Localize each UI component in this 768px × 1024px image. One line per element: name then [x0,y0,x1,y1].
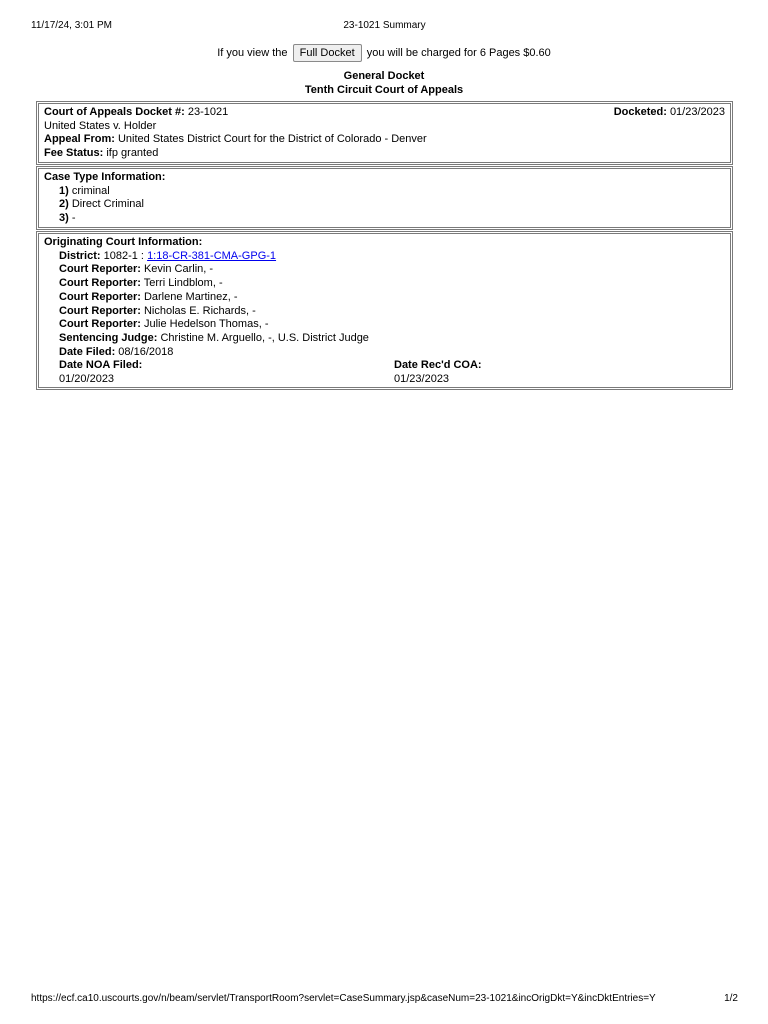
print-footer [31,993,738,1007]
page-title [0,69,768,97]
docketed-date: 01/23/2023 [669,106,725,118]
appeal-from-row [44,133,725,147]
docket-number-label: Court of Appeals Docket #: [44,106,185,118]
coa-received-date: 01/23/2023 [394,373,450,386]
court-reporter-name: Darlene Martinez, - [143,290,238,303]
originating-heading: Originating Court Information: [44,236,203,248]
docketed-label: Docketed: [613,106,667,118]
court-reporter-row [44,277,725,291]
court-reporter-name: Terri Lindblom, - [143,277,223,290]
date-filed-value: 08/16/2018 [118,345,174,358]
case-type-item-text: criminal [71,184,110,197]
district-case-link[interactable]: 1:18-CR-381-CMA-GPG-1 [147,249,277,262]
case-type-heading: Case Type Information: [44,171,166,183]
full-docket-button[interactable]: Full Docket [293,44,362,62]
court-reporter-name: Kevin Carlin, - [143,263,214,276]
fee-status-label: Fee Status: [44,147,104,160]
court-reporter-row [44,305,725,319]
court-reporter-name: Nicholas E. Richards, - [143,304,256,317]
district-label: District: [59,249,101,262]
case-type-item-num: 1) [59,184,69,197]
case-type-item [44,212,725,226]
case-type-panel [36,166,733,230]
court-reporter-label: Court Reporter: [59,263,141,276]
coa-received-label: Date Rec'd COA: [394,359,482,372]
charge-notice-prefix: If you view the [217,47,288,59]
noa-filed-date: 01/20/2023 [59,373,115,386]
page-title-line1: General Docket [343,70,425,82]
court-reporter-label: Court Reporter: [59,277,141,290]
docketed-row [614,106,725,120]
case-type-item-num: 2) [59,198,69,211]
court-reporter-row [44,291,725,305]
date-filed-label: Date Filed: [59,345,116,358]
court-reporter-label: Court Reporter: [59,290,141,303]
sentencing-judge-row [44,332,725,346]
court-reporter-name: Julie Hedelson Thomas, - [143,318,269,331]
case-type-item [44,185,725,199]
noa-filed-label: Date NOA Filed: [59,359,143,372]
appeal-from-value: United States District Court for the District of Colorado - Denver [117,133,427,146]
docket-number: 23-1021 [187,106,229,118]
court-reporter-row [44,318,725,332]
print-page-title: 23-1021 Summary [343,20,426,31]
dates-value-row [44,373,725,387]
charge-notice [0,44,768,62]
case-type-item [44,198,725,212]
case-info-panel [36,101,733,165]
court-reporter-label: Court Reporter: [59,304,141,317]
district-row [44,250,725,264]
district-code: 1082-1 : [103,249,144,262]
print-datetime: 11/17/24, 3:01 PM [31,20,112,31]
page-title-line2: Tenth Circuit Court of Appeals [304,84,464,96]
case-type-item-text: - [71,212,76,225]
sentencing-judge-label: Sentencing Judge: [59,331,158,344]
court-reporter-row [44,263,725,277]
case-caption: United States v. Holder [44,119,157,132]
originating-court-panel [36,231,733,390]
court-reporter-label: Court Reporter: [59,318,141,331]
fee-status-row [44,147,725,161]
print-page-number: 1/2 [724,993,738,1004]
case-type-item-num: 3) [59,212,69,225]
charge-notice-suffix: you will be charged for 6 Pages $0.60 [366,47,551,59]
appeal-from-label: Appeal From: [44,133,115,146]
sentencing-judge-value: Christine M. Arguello, -, U.S. District Judge [160,331,369,344]
case-type-item-text: Direct Criminal [71,198,144,211]
print-header [31,20,738,34]
print-url: https://ecf.ca10.uscourts.gov/n/beam/servlet/TransportRoom?servlet=CaseSummary.jsp&caseNum=23-1021&incOrigDkt=Y&incDktEntries=Y [31,993,656,1004]
date-filed-row [44,346,725,360]
fee-status-value: ifp granted [106,147,159,160]
dates-label-row [44,359,725,373]
